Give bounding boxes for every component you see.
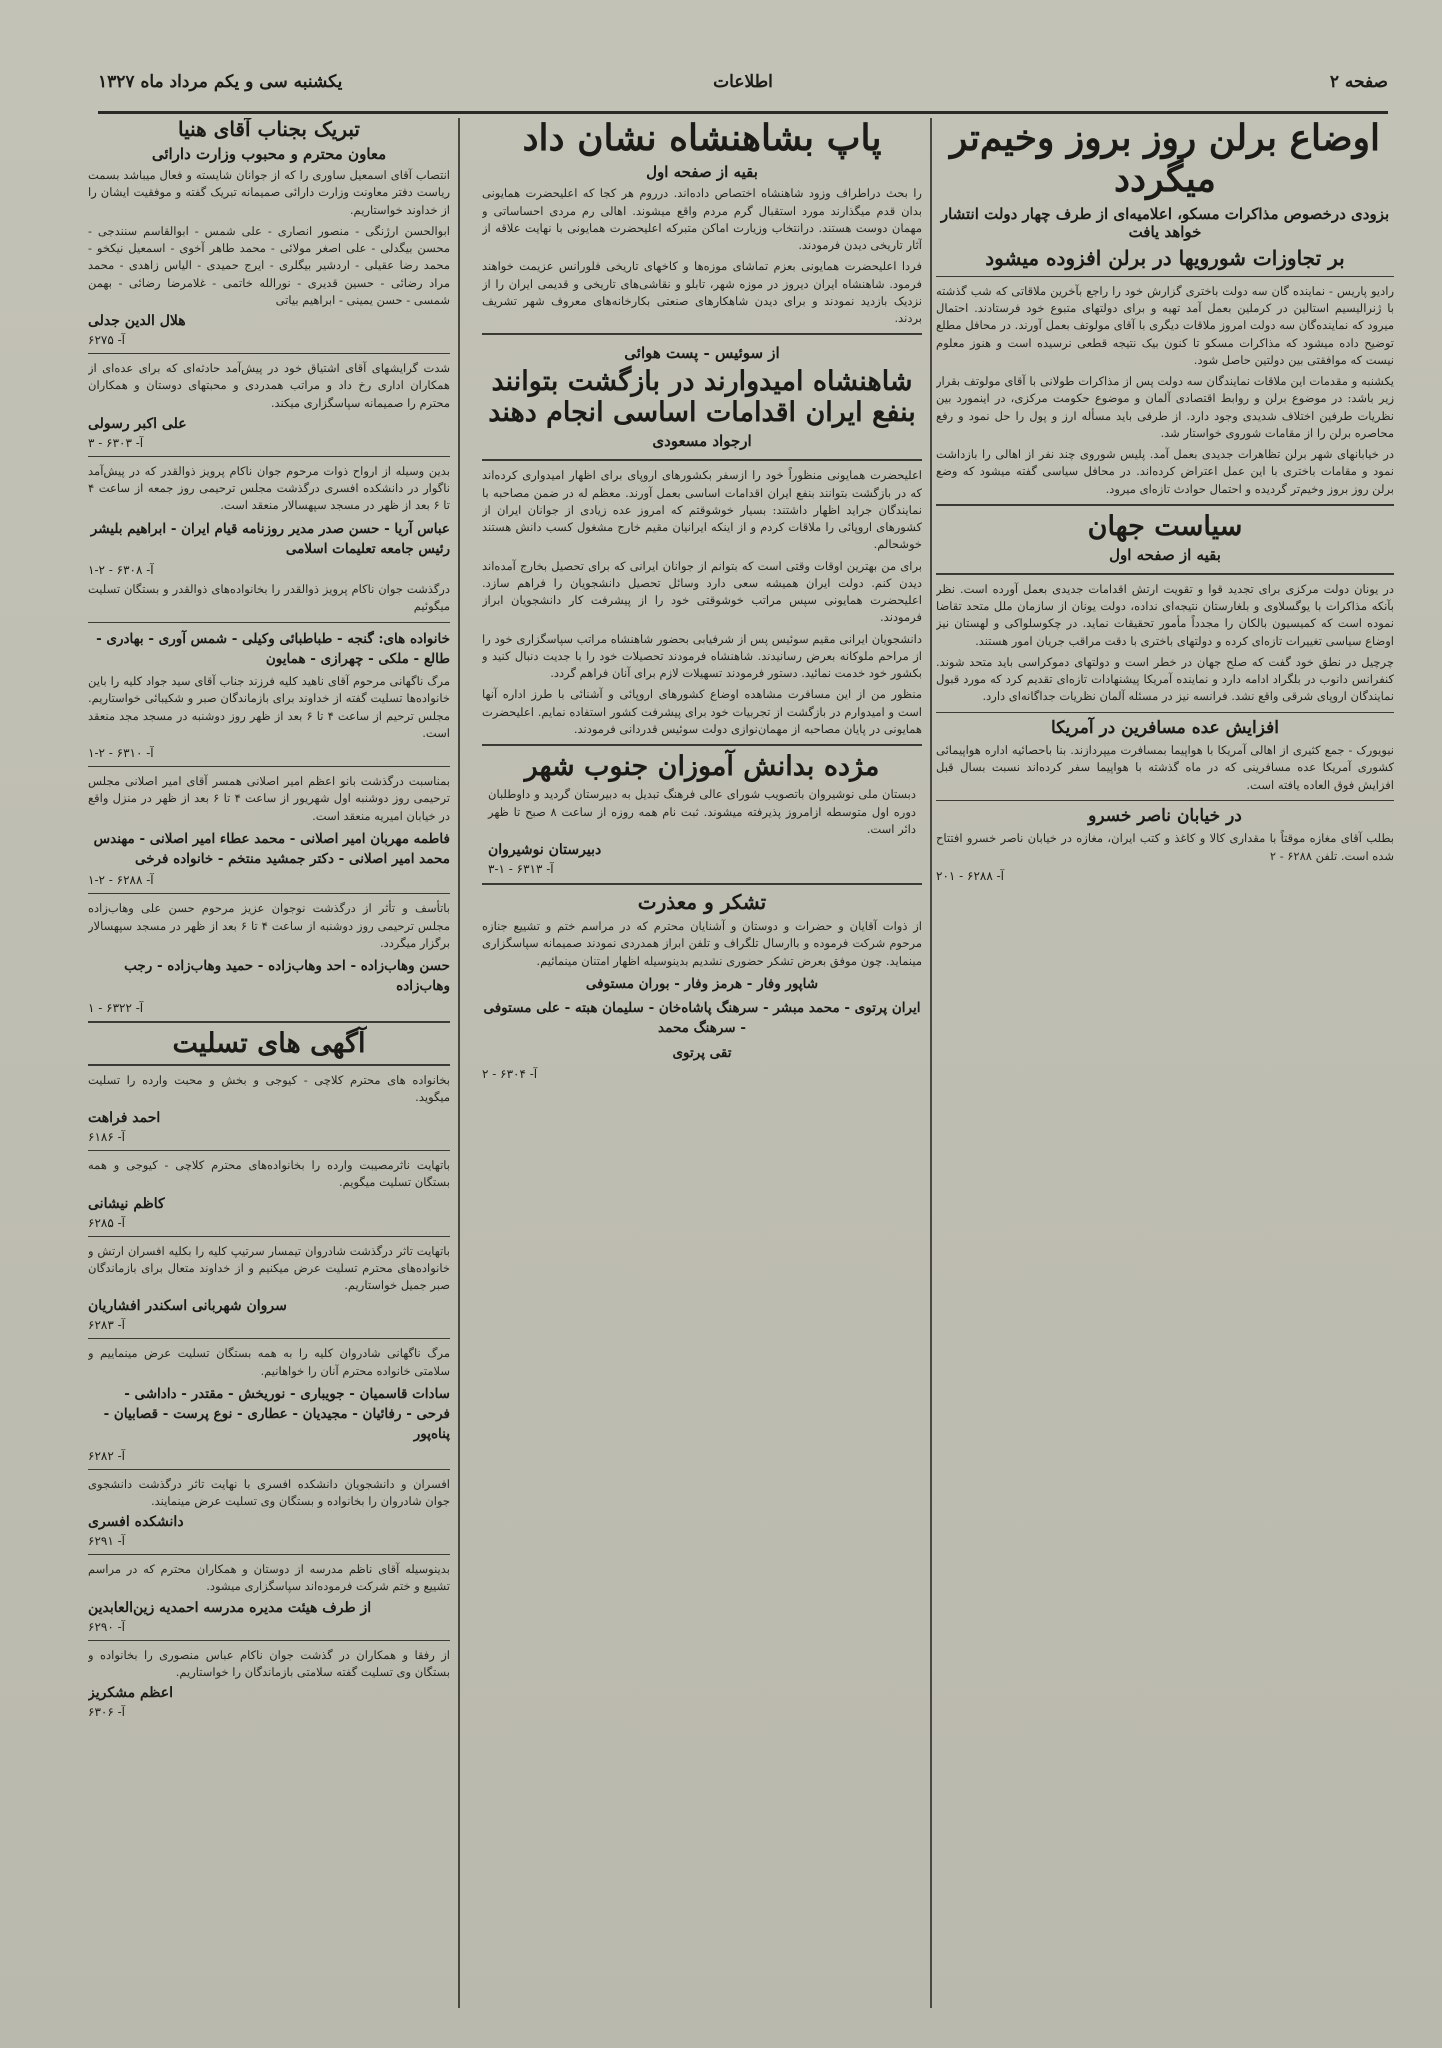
ad-signature: احمد فراهت <box>88 1110 161 1127</box>
ad-signature: دبیرستان نوشیروان <box>488 842 602 859</box>
condolence-header <box>88 1021 450 1066</box>
signatories: سادات قاسمیان - جویباری - نوریخش - مقتدر - داداشی - فرحی - رفائیان - مجیدیان - عطاری - نوع پرست - قصابیان - پناه‌پور <box>103 1385 450 1443</box>
ad-code: آ- ۶۲۹۱ <box>88 1534 125 1549</box>
article-paragraph: رادیو پاریس - نماینده گان سه دولت باختری گزارش خود را راجع بآخرین ملاقاتی که شب گذشته با ژنرالیسیم استالین در کرملین بعمل آمد تهیه و برای دولتهای متبوع خود فرستادند. احتمال میرود که نماینده‌گان سه دولت امروز ملاقات دیگری با آقای مولوتف بعمل آورند. در محافل مطلع توضیح داده میشود که مذاکرات مسکو تا کنون بیک نتیجه قطعی نرسیده است و هنوز معلوم نیست که موافقتی بین دولتین حاصل شود. <box>936 283 1394 367</box>
ad-code: آ- ۶۲۸۸ - ۲۰۱ <box>936 868 1005 883</box>
ad-paragraph: شدت گرایشهای آقای اشتیاق خود در پیش‌آمد حادثه‌ای که برای عده‌ای از همکاران اداری رخ داد و مراتب همدردی و محبتهای دوستان و همکاران محترم را صمیمانه سپاسگزاری میکند. <box>88 361 450 410</box>
ad-paragraph: باتأسف و تأثر از درگذشت نوجوان عزیز مرحوم حسن علی وهاب‌زاده مجلس ترحیمی روز دوشنبه از ساعت ۴ تا ۶ بعد از ظهر در مسجد سپهسالار برگزار میگردد. <box>88 901 450 950</box>
ad-signature: هلال الدین جدلی <box>88 313 186 329</box>
article-paragraph: را بحث دراطراف وزود شاهنشاه اختصاص داده‌اند. درروم هر کجا که اعلیحضرت همایونی بدان قدم میگذارند مورد استقبال گرم مردم واقع میشوند. اهالی رم مردی احساساتی و مهمان دوست هستند. درانتخاب وزیارت اماکن متبرکه اعلیحضرت همایونی با نهایت علاقه از آثار تاریخی دیدن فرمودند. <box>482 186 922 253</box>
ad-paragraph: مرگ ناگهانی شادروان کلیه را به همه بستگان تسلیت عرض مینماییم و سلامتی خانواده محترم آنان را خواهانیم. <box>88 1346 450 1378</box>
ad-signature: کاظم نیشانی <box>88 1195 165 1212</box>
ad-code: آ- ۶۳۲۲ - ۱ <box>88 1000 144 1015</box>
ad-signature: از طرف هیئت مدیره مدرسه احمدیه زین‌العابدین <box>88 1599 372 1616</box>
divider <box>88 622 450 623</box>
headline-air-travel: افزایش عده مسافرین در آمریکا <box>1051 717 1279 738</box>
article-paragraph: دانشجویان ایرانی مقیم سوئیس پس از شرفیابی بحضور شاهنشاه مراتب سپاسگزاری خود را از مراحم ملوکانه بعرض رسانیدند. شاهنشاه فرمودند تحصیلات خود را با جدیت دنبال کنید و بکشور خود خدمت نمائید. دستور فرمودند تسهیلات لازم برای آنان فراهم گردد. <box>482 631 922 681</box>
headline-naser-khosrow: در خیابان ناصر خسرو <box>1088 805 1242 826</box>
ad-code: آ- ۶۳۱۰ - ۲-۱ <box>88 746 154 760</box>
families-heading: خانواده های: گنجه - طباطبائی وکیلی - شمس آوری - بهادری - طالع - ملکی - چهرازی - همایون <box>96 630 450 667</box>
article-paragraph: نیویورک - جمع کثیری از اهالی آمریکا با هواپیما بمسافرت میپردازند. بنا باحصائیه اداره هواپیمائی کشوری آمریکا عده مسافرینی که در ماه گذشته با هواپیما سفر کرده‌اند نسبت بسال قبل افزایش فوق العاده یافته است. <box>936 743 1394 792</box>
ad-paragraph: باتهایت تاثر درگذشت شادروان تیمسار سرتیپ کلیه را بکلیه افسران ارتش و خانواده‌های محترم تسلیت عرض میکنیم و از خداوند متعال برای بازماندگان صبر جمیل خواستاریم. <box>88 1243 450 1293</box>
ad-code: آ- ۶۲۸۵ <box>88 1215 125 1230</box>
ad-paragraph: از رفقا و همکاران در گذشت جوان ناکام عباس منصوری را بخانواده و بستگان وی تسلیت گفته سلامتی بازماندگان را خواستاریم. <box>88 1647 450 1679</box>
ad-signature: علی اکبر رسولی <box>88 415 187 432</box>
headline-congratulations: تبریک بجناب آقای هنیا <box>177 118 360 141</box>
headline-school: مژده بدانش آموزان جنوب شهر <box>524 751 880 783</box>
divider <box>88 1150 450 1151</box>
article-paragraph: در خیابانهای شهر برلن تظاهرات جدیدی بعمل آمد. پلیس شوروی چند نفر از اهالی را بازداشت نمود و مقامات باختری با این عمل اعتراض کرده‌اند. در محافل سیاسی گفته میشود که وضع برلن روز بروز وخیم‌تر گردیده و احتمال حوادث تازه‌ای میرود. <box>936 447 1394 496</box>
ad-signature: دانشکده افسری <box>88 1514 184 1531</box>
ad-signature: سروان شهربانی اسکندر افشاریان <box>88 1298 287 1315</box>
ad-code: آ- ۶۲۸۳ <box>88 1318 125 1333</box>
signatories: فاطمه مهربان امیر اصلانی - محمد عطاء امیر اصلانی - مهندس محمد امیر اصلانی - دکتر جمشید منتخم - خانواده فرخی <box>93 830 450 867</box>
ad-code: آ- ۶۳۰۸ - ۲-۱ <box>88 563 154 577</box>
article-paragraph: در یونان دولت مرکزی برای تجدید قوا و تقویت ارتش اقدامات جدیدی بعمل آورده است. نظر بآنکه مذاکرات با یوگسلاوی و بلغارستان نتیجه‌ای نداده، دولت یونان از سازمان ملل متحد تقاضا نموده است که کمیسیون بالکان را مجدداً مأمور تحقیقات نماید. در چکوسلواکی و لهستان نیز اوضاع سیاسی تغییرات تازه‌ای کرده و دولتهای باختری با دقت مراقب جریان امور هستند. <box>936 581 1394 648</box>
continued-note: بقیه از صفحه اول <box>1109 545 1221 564</box>
column-middle <box>482 118 922 2008</box>
ad-paragraph: از ذوات آقایان و حضرات و دوستان و آشنایان محترم که در مراسم ختم و تشییع جنازه مرحوم شرکت فرموده و باارسال تلگراف و تلفن ابراز همدردی نمودند صمیمانه سپاسگزاری مینماید. چون موفق بعرض تشکر حضوری نشدیم بدینوسیله اظهار امتنان مینمائیم. <box>482 919 922 968</box>
divider <box>88 1338 450 1339</box>
name-list: ابوالحسن ارژنگی - منصور انصاری - علی شمس - ابوالقاسم سنندجی - محسن بیگدلی - علی اصغر مولائی - محمد طاهر آخوی - اسمعیل نیکخو - محمد رضا عقیلی - اردشیر بیگلری - ایرج حمیدی - الیاس زاهدی - محمد مراد رضائی - حسین قدیری - نورالله خاتمی - غلامرضا رضائی - بهمن شمسی - حسن یمینی - ابراهیم بیاتی <box>88 223 450 307</box>
ad-code: آ- ۶۲۸۸ - ۲-۱ <box>88 873 154 888</box>
ad-paragraph: بدینوسیله آقای ناظم مدرسه از دوستان و همکاران محترم که در مراسم تشییع و ختم شرکت فرموده‌اند سپاسگزاری میشود. <box>88 1562 450 1594</box>
ad-code: آ- ۶۳۱۳ - ۱-۳ <box>488 862 554 877</box>
ad-code: آ- ۶۲۹۰ <box>88 1619 125 1634</box>
article-paragraph: اعلیحضرت همایونی منظوراً خود را ازسفر بکشورهای اروپای برای اظهار امیدواری کرده‌اند که در بازگشت بتوانند بنفع ایران اقدامات اساسی بعمل آورند. معظم له در ضمن مصاحبه با نمایندگان جراید اظهار داشتند: بسیار خوشوقتم که امروز عده زیادی از جوانان ایران از کشورهای اروپائی را ملاقات کردم و از اینکه ایرانیان مقیم خارج مشغول کسب دانش هستند خوشحالم. <box>482 468 922 552</box>
ad-signature: اعظم مشکریز <box>88 1685 173 1702</box>
school-ad <box>482 744 922 885</box>
continued-note: بقیه از صفحه اول <box>646 163 758 182</box>
byline: ارجواد مسعودی <box>652 432 752 451</box>
signatories: عباس آریا - حسن صدر مدیر روزنامه قیام ایران - ابراهیم بلیشر رئیس جامعه تعلیمات اسلامی <box>90 520 450 557</box>
page-number: صفحه ۲ <box>1329 72 1388 92</box>
divider <box>88 1236 450 1237</box>
signatories: حسن وهاب‌زاده - احد وهاب‌زاده - حمید وهاب‌زاده - رجب وهاب‌زاده <box>124 958 450 995</box>
headline-thanks: تشکر و معذرت <box>637 890 767 915</box>
headline-condolences: آگهی های تسلیت <box>172 1027 366 1059</box>
shah-article-header <box>482 333 922 461</box>
article-paragraph: فردا اعلیحضرت همایونی بعزم تماشای موزه‌ها و کاخهای تاریخی فلورانس عزیمت خواهند فرمود. شاهنشاه ایران دیروز در موزه شهر، تابلو و نقاشی‌های تاریخی و قدیمی ایران را از نزدیک بازدید نمودند و برای دیدن شاهکارهای صنعتی بکارخانه‌های معروف شهر تشریف بردند. <box>482 259 922 326</box>
divider <box>936 712 1394 713</box>
divider <box>936 276 1394 277</box>
ad-code: آ- ۶۳۰۶ <box>88 1705 125 1720</box>
headline-shah: شاهنشاه امیدوارند در بازگشت بتوانند بنفع ایران اقدامات اساسی انجام دهند <box>488 366 916 429</box>
divider <box>88 893 450 894</box>
ad-paragraph: مرگ ناگهانی مرحوم آقای ناهید کلیه فرزند جناب آقای سید جواد کلیه را باین خانواده‌ها تسلیت گفته از خداوند برای بازماندگان صبر و شکیبائی خواستاریم. مجلس ترحیم از ساعت ۴ تا ۶ بعد از ظهر روز دوشنبه در مسجد مجد منعقد است. <box>88 674 450 740</box>
ad-paragraph: بخانواده های محترم کلاچی - کیوجی و بخش و محبت وارده را تسلیت میگوید. <box>88 1072 450 1104</box>
signatories: ایران پرتوی - محمد مبشر - سرهنگ پاشاه‌خان - سلیمان هبته - علی مستوفی - سرهنگ محمد <box>483 1000 921 1037</box>
subhead-moscow: بزودی درخصوص مذاکرات مسکو، اعلامیه‌ای از طرف چهار دولت انتشار خواهد یافت <box>940 204 1390 241</box>
article-paragraph: چرچیل در نطق خود گفت که صلح جهان در خطر است و دولتهای دموکراسی باید متحد شوند. کنفرانس دانوب در بلگراد ادامه دارد و نماینده آمریکا پیشنهادات تازه‌ای تقدیم کرد که مورد قبول نمایندگان اروپای شرقی واقع نشد. فرانسه نیز در مسئله آلمان نظریات جداگانه‌ای دارد. <box>936 654 1394 704</box>
column-divider <box>930 118 932 2008</box>
ad-code: آ- ۶۳۰۴ - ۲ <box>482 1066 538 1081</box>
masthead <box>98 62 1388 114</box>
signatories: شاپور وفار - هرمز وفار - بوران مستوفی <box>585 975 819 992</box>
divider <box>88 1554 450 1555</box>
ad-code: آ- ۶۲۸۲ <box>88 1448 125 1463</box>
ad-code: آ- ۶۲۷۵ <box>88 333 125 347</box>
article-paragraph: منظور من از این مسافرت مشاهده اوضاع کشورهای اروپائی و آشنائی با طرز اداره آنها است و امیدوارم در بازگشت از تجربیات خود برای پیشرفت کشور استفاده نمایم. اعلیحضرت همایونی در پایان مصاحبه از مهمان‌نوازی دولت سوئیس قدردانی فرمودند. <box>482 687 922 736</box>
ad-code: آ- ۶۳۰۳ - ۳ <box>88 435 144 450</box>
ad-code: آ- ۶۱۸۶ <box>88 1130 125 1145</box>
ad-paragraph: بدین وسیله از ارواح ذوات مرحوم جوان ناکام پرویز ذوالقدر که در پیش‌آمد ناگوار در دانشکده افسری درگذشت مجلس ترحیمی روز جمعه از ساعت ۴ تا ۶ بعد از ظهر در مسجد سپهسالار منعقد است. <box>88 463 450 513</box>
ad-paragraph: دبستان ملی نوشیروان باتصویب شورای عالی فرهنگ تبدیل به دبیرستان گردید و داوطلبان دوره اول متوسطه ازامروز پذیرفته میشوند. ثبت نام همه روزه از ساعت ۸ صبح تا ظهر دائر است. <box>488 787 916 836</box>
headline-pope: پاپ بشاهنشاه نشان داد <box>522 118 882 159</box>
headline-berlin: اوضاع برلن روز بروز وخیم‌تر میگردد <box>950 118 1380 201</box>
issue-date: یکشنبه سی و یکم مرداد ماه ۱۳۲۷ <box>98 72 343 92</box>
article-paragraph: برای من بهترین اوقات وقتی است که بتوانم از جوانان ایرانی که برای تحصیل بخارج آمده‌اند دیدن کنم. دولت ایران همیشه سعی دارد وسائل تحصیل دانشجویان را فراهم سازد. اعلیحضرت همایونی سپس مراتب خوشوقتی خود را از پیشرفت کار دانشجویان ابراز فرمودند. <box>482 558 922 625</box>
headline-world-politics: سیاست جهان <box>1087 510 1243 542</box>
masthead-rule <box>98 111 1388 114</box>
signatories: تقی پرتوی <box>672 1044 732 1061</box>
column-right <box>936 118 1394 2008</box>
ad-paragraph: انتصاب آقای اسمعیل ساوری را که از جوانان شایسته و فعال میباشد بسمت ریاست دفتر معاونت وزارت دارائی صمیمانه تبریک گفته و موفقیت ایشان را از خداوند خواستاریم. <box>88 168 450 217</box>
ad-paragraph: باتهایت ناثرمصیبت وارده را بخانواده‌های محترم کلاچی - کیوجی و همه بستگان تسلیت میگویم. <box>88 1158 450 1190</box>
paper-name: اطلاعات <box>713 72 773 92</box>
headline-soviet: بر تجاوزات شورویها در برلن افزوده میشود <box>985 245 1345 270</box>
ad-paragraph: درگذشت جوان ناکام پرویز ذوالقدر را بخانواده‌های ذوالقدر و بستگان تسلیت میگوئیم <box>88 582 450 614</box>
world-politics-header <box>936 504 1394 575</box>
ad-paragraph: بطلب آقای مغازه موقتاً با مقداری کالا و کاغذ و کتب ایران، مغازه در خیابان ناصر خسرو افتتاح شده است. تلفن ۶۲۸۸ - ۲ <box>936 831 1394 863</box>
ad-paragraph: بمناسبت درگذشت بانو اعظم امیر اصلانی همسر آقای امیر اصلانی مجلس ترحیمی روز دوشنبه اول شهریور از ساعت ۴ تا ۶ بعد از ظهر در منزل واقع در خیابان امیریه منعقد است. <box>88 774 450 823</box>
subhead: معاون محترم و محبوب وزارت دارائی <box>151 145 387 163</box>
dateline: از سوئیس - پست هوائی <box>624 344 780 363</box>
ad-paragraph: افسران و دانشجویان دانشکده افسری با نهایت تاثر درگذشت دانشجوی جوان شادروان را بخانواده و بستگان وی تسلیت عرض مینمایند. <box>88 1476 450 1508</box>
divider <box>936 800 1394 801</box>
divider <box>88 1469 450 1470</box>
divider <box>88 456 450 457</box>
divider <box>88 766 450 767</box>
column-left <box>88 118 450 2008</box>
divider <box>88 353 450 354</box>
column-divider <box>458 118 460 2008</box>
article-paragraph: یکشنبه و مقدمات این ملاقات نمایندگان سه دولت پس از مذاکرات طولانی با آقای مولوتف بقرار زیر باشد: در موضوع برلن و روابط اقتصادی آلمان و موضوع حکومت مرکزی، در اینمورد بین نظریات طرفین اختلاف شدیدی وجود دارد. از طرفی باید مسأله ارز و پول را حل نمود و رفع محاصره برلن را از مقامات شوروی خواستار شد. <box>936 374 1394 440</box>
divider <box>88 1640 450 1641</box>
